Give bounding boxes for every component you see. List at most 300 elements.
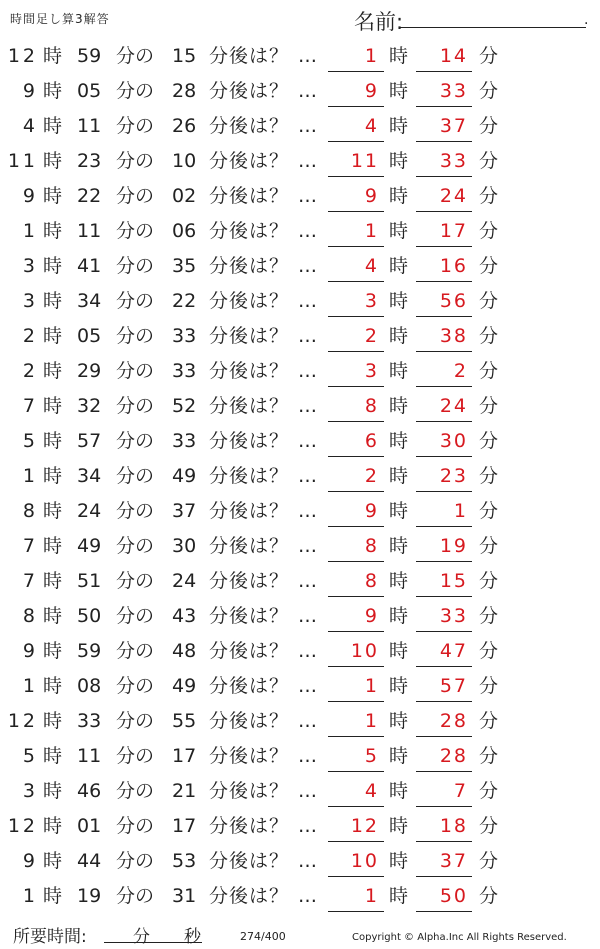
added-minutes: 35	[172, 255, 197, 277]
answer-hour-label: 時	[389, 290, 409, 312]
added-minutes: 10	[172, 150, 197, 172]
answer-hour: 9	[364, 500, 379, 522]
answer-minute-underline	[416, 736, 472, 737]
answer-hour-label: 時	[389, 45, 409, 67]
start-minute: 24	[77, 500, 102, 522]
added-minutes: 48	[172, 640, 197, 662]
answer-minute-label: 分	[479, 745, 499, 767]
hour-label: 時	[43, 780, 63, 802]
added-minutes: 17	[172, 745, 197, 767]
start-minute: 46	[77, 780, 102, 802]
hour-label: 時	[43, 885, 63, 907]
answer-minute-label: 分	[479, 45, 499, 67]
minute-of-label: 分の	[116, 710, 155, 732]
problem-row	[0, 528, 600, 563]
answer-hour-underline	[328, 246, 384, 247]
ellipsis: …	[298, 815, 317, 837]
start-hour: 9	[22, 80, 38, 102]
minute-of-label: 分の	[116, 150, 155, 172]
ellipsis: …	[298, 885, 317, 907]
answer-hour: 8	[364, 535, 379, 557]
answer-hour-underline	[328, 141, 384, 142]
hour-label: 時	[43, 675, 63, 697]
ellipsis: …	[298, 325, 317, 347]
answer-hour: 4	[364, 115, 379, 137]
answer-minute-underline	[416, 771, 472, 772]
added-minutes: 53	[172, 850, 197, 872]
added-minutes: 33	[172, 430, 197, 452]
answer-minute-label: 分	[479, 675, 499, 697]
ellipsis: …	[298, 675, 317, 697]
added-minutes: 24	[172, 570, 197, 592]
start-minute: 29	[77, 360, 102, 382]
answer-hour-label: 時	[389, 640, 409, 662]
hour-label: 時	[43, 185, 63, 207]
answer-minute-underline	[416, 841, 472, 842]
added-minutes: 33	[172, 360, 197, 382]
answer-hour-underline	[328, 876, 384, 877]
answer-hour-label: 時	[389, 850, 409, 872]
answer-hour-label: 時	[389, 535, 409, 557]
start-minute: 11	[77, 220, 102, 242]
problem-row	[0, 143, 600, 178]
answer-hour-underline	[328, 596, 384, 597]
answer-hour-underline	[328, 736, 384, 737]
after-label: 分後は？	[209, 710, 290, 732]
answer-hour-label: 時	[389, 80, 409, 102]
minute-of-label: 分の	[116, 745, 155, 767]
hour-label: 時	[43, 80, 63, 102]
answer-hour-label: 時	[389, 500, 409, 522]
answer-hour: 10	[350, 850, 379, 872]
answer-minute-underline	[416, 876, 472, 877]
minute-of-label: 分の	[116, 850, 155, 872]
problem-row	[0, 633, 600, 668]
ellipsis: …	[298, 430, 317, 452]
start-hour: 8	[22, 605, 38, 627]
hour-label: 時	[43, 850, 63, 872]
answer-hour-label: 時	[389, 115, 409, 137]
added-minutes: 15	[172, 45, 197, 67]
start-hour: 12	[7, 710, 38, 732]
added-minutes: 33	[172, 325, 197, 347]
answer-minute-underline	[416, 351, 472, 352]
answer-minute-label: 分	[479, 185, 499, 207]
time-second-label: 秒	[184, 927, 201, 947]
after-label: 分後は？	[209, 570, 290, 592]
after-label: 分後は？	[209, 185, 290, 207]
minute-of-label: 分の	[116, 360, 155, 382]
start-hour: 3	[22, 780, 38, 802]
answer-minute-underline	[416, 631, 472, 632]
added-minutes: 02	[172, 185, 197, 207]
answer-hour: 9	[364, 605, 379, 627]
answer-minute-underline	[416, 526, 472, 527]
ellipsis: …	[298, 185, 317, 207]
added-minutes: 28	[172, 80, 197, 102]
answer-minute-underline	[416, 386, 472, 387]
hour-label: 時	[43, 710, 63, 732]
added-minutes: 26	[172, 115, 197, 137]
after-label: 分後は？	[209, 325, 290, 347]
answer-hour-label: 時	[389, 255, 409, 277]
start-minute: 49	[77, 535, 102, 557]
start-minute: 19	[77, 885, 102, 907]
answer-minute-underline	[416, 911, 472, 912]
answer-hour-label: 時	[389, 185, 409, 207]
answer-hour-label: 時	[389, 675, 409, 697]
start-hour: 3	[22, 290, 38, 312]
answer-minute-underline	[416, 316, 472, 317]
problem-row	[0, 458, 600, 493]
copyright-notice: Copyright © Alpha.Inc All Rights Reserved.	[352, 932, 567, 943]
problem-row	[0, 248, 600, 283]
start-minute: 59	[77, 45, 102, 67]
minute-of-label: 分の	[116, 535, 155, 557]
answer-minute-underline	[416, 211, 472, 212]
after-label: 分後は？	[209, 885, 290, 907]
problem-row	[0, 808, 600, 843]
answer-minute: 28	[439, 745, 468, 767]
after-label: 分後は？	[209, 535, 290, 557]
answer-minute-underline	[416, 141, 472, 142]
start-hour: 7	[22, 395, 38, 417]
answer-hour-underline	[328, 421, 384, 422]
problem-row	[0, 213, 600, 248]
minute-of-label: 分の	[116, 570, 155, 592]
answer-minute-label: 分	[479, 325, 499, 347]
answer-hour-underline	[328, 281, 384, 282]
start-hour: 1	[22, 675, 38, 697]
answer-minute: 50	[439, 885, 468, 907]
after-label: 分後は？	[209, 80, 290, 102]
answer-minute: 37	[439, 115, 468, 137]
problem-row	[0, 703, 600, 738]
name-field-end-dot: .	[584, 12, 589, 28]
ellipsis: …	[298, 850, 317, 872]
hour-label: 時	[43, 360, 63, 382]
minute-of-label: 分の	[116, 185, 155, 207]
answer-minute: 16	[439, 255, 468, 277]
minute-of-label: 分の	[116, 45, 155, 67]
hour-label: 時	[43, 430, 63, 452]
answer-minute-underline	[416, 71, 472, 72]
hour-label: 時	[43, 465, 63, 487]
ellipsis: …	[298, 290, 317, 312]
ellipsis: …	[298, 745, 317, 767]
answer-minute: 15	[439, 570, 468, 592]
minute-of-label: 分の	[116, 325, 155, 347]
answer-minute-label: 分	[479, 290, 499, 312]
answer-minute: 33	[439, 605, 468, 627]
answer-minute: 17	[439, 220, 468, 242]
answer-minute-underline	[416, 491, 472, 492]
start-minute: 34	[77, 290, 102, 312]
start-hour: 1	[22, 220, 38, 242]
hour-label: 時	[43, 605, 63, 627]
start-hour: 7	[22, 535, 38, 557]
answer-minute-label: 分	[479, 80, 499, 102]
hour-label: 時	[43, 395, 63, 417]
after-label: 分後は？	[209, 395, 290, 417]
hour-label: 時	[43, 640, 63, 662]
answer-hour: 10	[350, 640, 379, 662]
answer-hour-label: 時	[389, 395, 409, 417]
answer-minute: 24	[439, 185, 468, 207]
answer-minute-label: 分	[479, 815, 499, 837]
answer-hour: 12	[350, 815, 379, 837]
hour-label: 時	[43, 220, 63, 242]
hour-label: 時	[43, 45, 63, 67]
answer-hour-underline	[328, 911, 384, 912]
answer-hour: 2	[364, 325, 379, 347]
minute-of-label: 分の	[116, 395, 155, 417]
ellipsis: …	[298, 150, 317, 172]
answer-minute: 18	[439, 815, 468, 837]
answer-hour: 1	[364, 220, 379, 242]
start-minute: 34	[77, 465, 102, 487]
start-hour: 7	[22, 570, 38, 592]
minute-of-label: 分の	[116, 500, 155, 522]
after-label: 分後は？	[209, 500, 290, 522]
after-label: 分後は？	[209, 850, 290, 872]
added-minutes: 17	[172, 815, 197, 837]
start-minute: 41	[77, 255, 102, 277]
start-hour: 9	[22, 850, 38, 872]
after-label: 分後は？	[209, 465, 290, 487]
problem-row	[0, 108, 600, 143]
answer-hour-label: 時	[389, 780, 409, 802]
hour-label: 時	[43, 745, 63, 767]
after-label: 分後は？	[209, 150, 290, 172]
answer-minute: 1	[453, 500, 468, 522]
after-label: 分後は？	[209, 745, 290, 767]
answer-minute-label: 分	[479, 465, 499, 487]
answer-minute-label: 分	[479, 220, 499, 242]
answer-minute-label: 分	[479, 430, 499, 452]
answer-hour: 8	[364, 570, 379, 592]
name-label: 名前:	[354, 10, 404, 34]
after-label: 分後は？	[209, 605, 290, 627]
minute-of-label: 分の	[116, 255, 155, 277]
after-label: 分後は？	[209, 290, 290, 312]
answer-minute: 30	[439, 430, 468, 452]
added-minutes: 30	[172, 535, 197, 557]
start-minute: 23	[77, 150, 102, 172]
added-minutes: 55	[172, 710, 197, 732]
hour-label: 時	[43, 325, 63, 347]
hour-label: 時	[43, 535, 63, 557]
answer-minute-underline	[416, 806, 472, 807]
answer-minute-label: 分	[479, 115, 499, 137]
after-label: 分後は？	[209, 430, 290, 452]
added-minutes: 49	[172, 675, 197, 697]
start-minute: 05	[77, 325, 102, 347]
after-label: 分後は？	[209, 115, 290, 137]
problem-row	[0, 878, 600, 913]
answer-minute-label: 分	[479, 885, 499, 907]
minute-of-label: 分の	[116, 290, 155, 312]
answer-minute-label: 分	[479, 640, 499, 662]
added-minutes: 06	[172, 220, 197, 242]
answer-hour: 9	[364, 185, 379, 207]
answer-minute: 24	[439, 395, 468, 417]
ellipsis: …	[298, 640, 317, 662]
problem-row	[0, 353, 600, 388]
start-hour: 1	[22, 885, 38, 907]
ellipsis: …	[298, 255, 317, 277]
minute-of-label: 分の	[116, 675, 155, 697]
answer-hour-underline	[328, 71, 384, 72]
minute-of-label: 分の	[116, 605, 155, 627]
answer-hour-underline	[328, 631, 384, 632]
answer-minute: 2	[453, 360, 468, 382]
problem-row	[0, 178, 600, 213]
minute-of-label: 分の	[116, 80, 155, 102]
answer-hour-label: 時	[389, 745, 409, 767]
problem-row	[0, 598, 600, 633]
start-hour: 8	[22, 500, 38, 522]
answer-minute-label: 分	[479, 150, 499, 172]
page-number: 274/400	[240, 930, 286, 943]
answer-hour: 1	[364, 45, 379, 67]
hour-label: 時	[43, 150, 63, 172]
answer-minute-label: 分	[479, 360, 499, 382]
start-minute: 11	[77, 115, 102, 137]
answer-minute: 33	[439, 150, 468, 172]
start-hour: 2	[22, 325, 38, 347]
name-field-line	[400, 27, 586, 28]
start-minute: 59	[77, 640, 102, 662]
added-minutes: 31	[172, 885, 197, 907]
answer-hour-label: 時	[389, 150, 409, 172]
answer-hour-underline	[328, 666, 384, 667]
answer-hour-underline	[328, 526, 384, 527]
answer-minute-underline	[416, 421, 472, 422]
after-label: 分後は？	[209, 815, 290, 837]
minute-of-label: 分の	[116, 640, 155, 662]
start-minute: 50	[77, 605, 102, 627]
answer-minute: 57	[439, 675, 468, 697]
answer-hour-underline	[328, 701, 384, 702]
answer-hour-underline	[328, 351, 384, 352]
hour-label: 時	[43, 570, 63, 592]
answer-hour-underline	[328, 561, 384, 562]
after-label: 分後は？	[209, 640, 290, 662]
ellipsis: …	[298, 500, 317, 522]
added-minutes: 37	[172, 500, 197, 522]
answer-minute: 28	[439, 710, 468, 732]
answer-hour-label: 時	[389, 360, 409, 382]
answer-hour: 3	[364, 360, 379, 382]
problem-row	[0, 773, 600, 808]
answer-minute: 19	[439, 535, 468, 557]
answer-hour: 5	[364, 745, 379, 767]
start-minute: 05	[77, 80, 102, 102]
answer-minute: 56	[439, 290, 468, 312]
problem-row	[0, 283, 600, 318]
start-minute: 32	[77, 395, 102, 417]
answer-hour-label: 時	[389, 885, 409, 907]
start-hour: 1	[22, 465, 38, 487]
answer-minute: 33	[439, 80, 468, 102]
problem-row	[0, 563, 600, 598]
answer-hour-underline	[328, 106, 384, 107]
answer-minute: 38	[439, 325, 468, 347]
added-minutes: 52	[172, 395, 197, 417]
start-hour: 2	[22, 360, 38, 382]
ellipsis: …	[298, 605, 317, 627]
answer-minute-underline	[416, 561, 472, 562]
minute-of-label: 分の	[116, 815, 155, 837]
added-minutes: 21	[172, 780, 197, 802]
start-hour: 9	[22, 185, 38, 207]
answer-minute-underline	[416, 106, 472, 107]
added-minutes: 22	[172, 290, 197, 312]
ellipsis: …	[298, 535, 317, 557]
problem-row	[0, 668, 600, 703]
ellipsis: …	[298, 570, 317, 592]
after-label: 分後は？	[209, 360, 290, 382]
answer-hour: 3	[364, 290, 379, 312]
answer-hour: 11	[350, 150, 379, 172]
answer-hour-label: 時	[389, 570, 409, 592]
answer-minute-label: 分	[479, 395, 499, 417]
answer-minute-label: 分	[479, 605, 499, 627]
answer-hour-underline	[328, 316, 384, 317]
hour-label: 時	[43, 500, 63, 522]
problem-row	[0, 423, 600, 458]
hour-label: 時	[43, 255, 63, 277]
answer-minute-underline	[416, 701, 472, 702]
problem-row	[0, 38, 600, 73]
answer-minute-label: 分	[479, 500, 499, 522]
start-hour: 11	[7, 150, 38, 172]
answer-minute: 7	[453, 780, 468, 802]
start-minute: 01	[77, 815, 102, 837]
time-required-label: 所要時間:	[13, 927, 87, 947]
answer-hour: 1	[364, 710, 379, 732]
start-minute: 11	[77, 745, 102, 767]
ellipsis: …	[298, 220, 317, 242]
start-hour: 5	[22, 430, 38, 452]
start-minute: 22	[77, 185, 102, 207]
hour-label: 時	[43, 115, 63, 137]
answer-hour: 1	[364, 885, 379, 907]
answer-minute-underline	[416, 176, 472, 177]
answer-hour-label: 時	[389, 430, 409, 452]
answer-hour: 4	[364, 780, 379, 802]
answer-minute-label: 分	[479, 780, 499, 802]
answer-hour-label: 時	[389, 815, 409, 837]
answer-minute: 14	[439, 45, 468, 67]
worksheet-title: 時間足し算3解答	[10, 12, 110, 26]
answer-hour-label: 時	[389, 465, 409, 487]
hour-label: 時	[43, 815, 63, 837]
answer-hour: 9	[364, 80, 379, 102]
answer-minute-label: 分	[479, 710, 499, 732]
problem-row	[0, 388, 600, 423]
answer-minute: 37	[439, 850, 468, 872]
minute-of-label: 分の	[116, 465, 155, 487]
answer-hour-underline	[328, 841, 384, 842]
answer-hour-label: 時	[389, 220, 409, 242]
answer-hour-underline	[328, 211, 384, 212]
problem-list	[0, 38, 600, 913]
answer-minute-underline	[416, 666, 472, 667]
ellipsis: …	[298, 80, 317, 102]
answer-hour: 1	[364, 675, 379, 697]
